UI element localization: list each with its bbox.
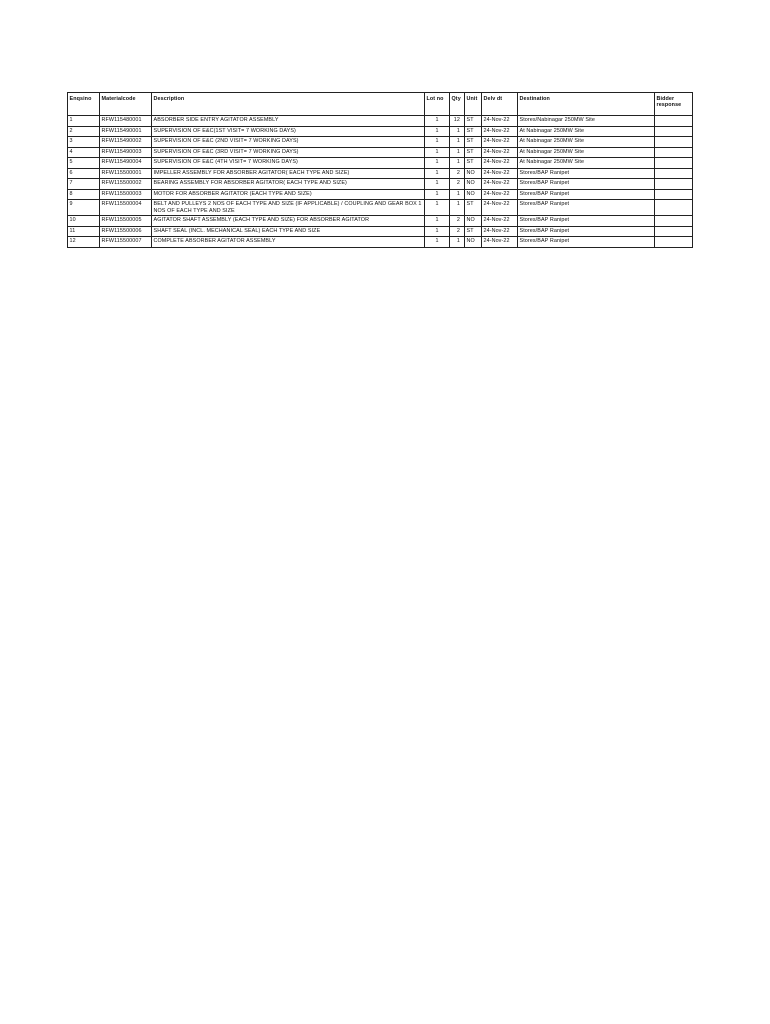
cell-bidder-response [655,226,693,237]
cell-destination: Stores/BAP Ranipet [518,168,655,179]
table-row [68,137,693,148]
cell-qty: 1 [450,158,465,169]
cell-materialcode: RFW115500006 [100,226,152,237]
cell-bidder-response [655,137,693,148]
cell-enqsino: 8 [68,189,100,200]
cell-unit: ST [465,126,482,137]
cell-lot-no: 1 [425,189,450,200]
cell-description: BEARING ASSEMBLY FOR ABSORBER AGITATOR( EACH TYPE AND SIZE) [152,179,425,190]
cell-materialcode: RFW115500004 [100,200,152,216]
cell-enqsino: 6 [68,168,100,179]
cell-materialcode: RFW115500002 [100,179,152,190]
cell-qty: 2 [450,179,465,190]
cell-qty: 2 [450,168,465,179]
cell-lot-no: 1 [425,147,450,158]
header-enqsino: Enqsino [68,93,100,116]
cell-enqsino: 1 [68,116,100,127]
cell-destination: Stores/BAP Ranipet [518,216,655,227]
cell-destination: Stores/BAP Ranipet [518,189,655,200]
cell-materialcode: RFW115480001 [100,116,152,127]
cell-lot-no: 1 [425,237,450,248]
cell-unit: NO [465,168,482,179]
cell-delv-dt: 24-Nov-22 [482,237,518,248]
cell-description: IMPELLER ASSEMBLY FOR ABSORBER AGITATOR( EACH TYPE AND SIZE) [152,168,425,179]
header-description: Description [152,93,425,116]
cell-lot-no: 1 [425,158,450,169]
cell-delv-dt: 24-Nov-22 [482,137,518,148]
cell-lot-no: 1 [425,226,450,237]
cell-delv-dt: 24-Nov-22 [482,158,518,169]
cell-unit: ST [465,158,482,169]
cell-unit: ST [465,226,482,237]
cell-lot-no: 1 [425,179,450,190]
table-row [68,237,693,248]
cell-qty: 2 [450,216,465,227]
header-delv-dt: Delv dt [482,93,518,116]
cell-delv-dt: 24-Nov-22 [482,168,518,179]
table-header [68,93,693,116]
cell-qty: 1 [450,200,465,216]
cell-bidder-response [655,189,693,200]
cell-unit: ST [465,137,482,148]
cell-destination: Stores/Nabinagar 250MW Site [518,116,655,127]
cell-destination: Stores/BAP Ranipet [518,226,655,237]
cell-bidder-response [655,158,693,169]
cell-bidder-response [655,179,693,190]
cell-destination: At Nabinagar 250MW Site [518,137,655,148]
cell-delv-dt: 24-Nov-22 [482,116,518,127]
cell-description: SUPERVISION OF E&C(1ST VISIT= 7 WORKING DAYS) [152,126,425,137]
cell-materialcode: RFW115490001 [100,126,152,137]
cell-bidder-response [655,126,693,137]
cell-bidder-response [655,116,693,127]
cell-enqsino: 3 [68,137,100,148]
cell-materialcode: RFW115490003 [100,147,152,158]
cell-description: AGITATOR SHAFT ASSEMBLY (EACH TYPE AND SIZE) FOR ABSORBER AGITATOR [152,216,425,227]
table-row [68,216,693,227]
table-row [68,200,693,216]
cell-destination: Stores/BAP Ranipet [518,237,655,248]
table-body [68,116,693,248]
cell-delv-dt: 24-Nov-22 [482,147,518,158]
cell-qty: 1 [450,237,465,248]
cell-delv-dt: 24-Nov-22 [482,189,518,200]
table-row [68,179,693,190]
cell-qty: 1 [450,126,465,137]
cell-delv-dt: 24-Nov-22 [482,179,518,190]
cell-materialcode: RFW115490002 [100,137,152,148]
cell-enqsino: 9 [68,200,100,216]
cell-materialcode: RFW115500003 [100,189,152,200]
cell-enqsino: 2 [68,126,100,137]
header-row [68,93,693,116]
cell-materialcode: RFW115490004 [100,158,152,169]
cell-materialcode: RFW115500005 [100,216,152,227]
cell-description: BELT AND PULLEYS 2 NOS OF EACH TYPE AND SIZE (IF APPLICABLE) / COUPLING AND GEAR BOX 1 NOS OF EACH TYPE AND SIZE [152,200,425,216]
header-destination: Destination [518,93,655,116]
table-row [68,168,693,179]
table-row [68,126,693,137]
cell-delv-dt: 24-Nov-22 [482,226,518,237]
cell-unit: ST [465,116,482,127]
cell-enqsino: 4 [68,147,100,158]
cell-unit: NO [465,179,482,190]
cell-description: MOTOR FOR ABSORBER AGITATOR (EACH TYPE AND SIZE) [152,189,425,200]
cell-delv-dt: 24-Nov-22 [482,216,518,227]
cell-bidder-response [655,200,693,216]
cell-enqsino: 10 [68,216,100,227]
cell-lot-no: 1 [425,126,450,137]
cell-lot-no: 1 [425,116,450,127]
header-lot-no: Lot no [425,93,450,116]
header-unit: Unit [465,93,482,116]
table-row [68,158,693,169]
cell-description: ABSORBER SIDE ENTRY AGITATOR ASSEMBLY [152,116,425,127]
cell-bidder-response [655,147,693,158]
cell-qty: 1 [450,147,465,158]
cell-destination: Stores/BAP Ranipet [518,200,655,216]
cell-lot-no: 1 [425,200,450,216]
table-row [68,147,693,158]
cell-qty: 1 [450,189,465,200]
cell-delv-dt: 24-Nov-22 [482,126,518,137]
cell-unit: NO [465,189,482,200]
cell-destination: At Nabinagar 250MW Site [518,158,655,169]
cell-materialcode: RFW115500001 [100,168,152,179]
cell-description: SUPERVISION OF E&C (2ND VISIT= 7 WORKING DAYS) [152,137,425,148]
table-row [68,116,693,127]
cell-materialcode: RFW115500007 [100,237,152,248]
cell-lot-no: 1 [425,216,450,227]
cell-enqsino: 12 [68,237,100,248]
cell-bidder-response [655,168,693,179]
cell-enqsino: 11 [68,226,100,237]
cell-unit: NO [465,237,482,248]
cell-bidder-response [655,216,693,227]
cell-lot-no: 1 [425,137,450,148]
table-row [68,226,693,237]
cell-description: COMPLETE ABSORBER AGITATOR ASSEMBLY [152,237,425,248]
cell-delv-dt: 24-Nov-22 [482,200,518,216]
cell-unit: NO [465,216,482,227]
cell-description: SUPERVISION OF E&C (4TH VISIT= 7 WORKING DAYS) [152,158,425,169]
enquiry-table [67,92,693,248]
cell-enqsino: 7 [68,179,100,190]
cell-destination: At Nabinagar 250MW Site [518,126,655,137]
cell-bidder-response [655,237,693,248]
cell-description: SHAFT SEAL (INCL. MECHANICAL SEAL) EACH TYPE AND SIZE [152,226,425,237]
cell-unit: ST [465,147,482,158]
cell-qty: 12 [450,116,465,127]
cell-lot-no: 1 [425,168,450,179]
header-bidder-response: Bidder response [655,93,693,116]
header-materialcode: Materialcode [100,93,152,116]
cell-qty: 2 [450,226,465,237]
header-qty: Qty [450,93,465,116]
cell-qty: 1 [450,137,465,148]
cell-destination: Stores/BAP Ranipet [518,179,655,190]
table-row [68,189,693,200]
cell-destination: At Nabinagar 250MW Site [518,147,655,158]
cell-unit: ST [465,200,482,216]
cell-enqsino: 5 [68,158,100,169]
cell-description: SUPERVISION OF E&C (3RD VISIT= 7 WORKING DAYS) [152,147,425,158]
